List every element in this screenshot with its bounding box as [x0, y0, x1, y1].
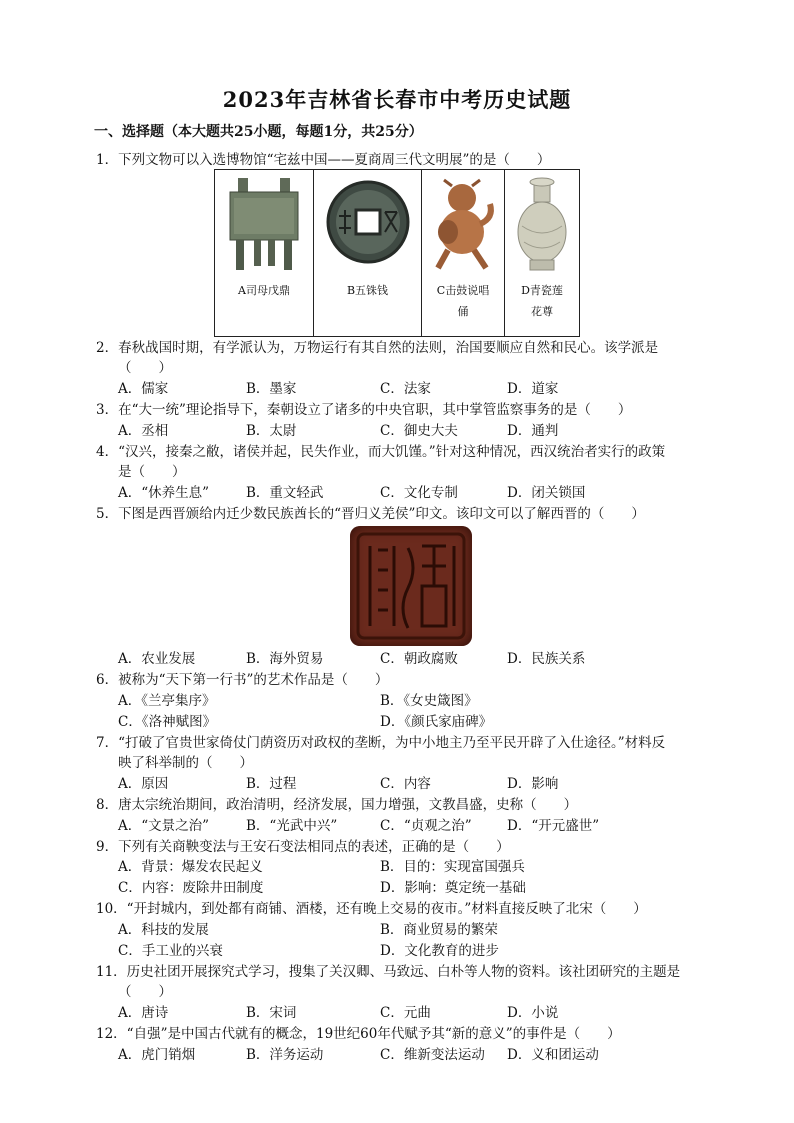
q2-option-a: A．儒家 [118, 381, 169, 397]
q11-option-b: B．宋词 [246, 1005, 297, 1021]
q9-option-d: D．影响：奠定统一基础 [380, 880, 526, 896]
q7-option-b: B．过程 [246, 776, 297, 792]
q12-option-a: A．虎门销烟 [118, 1047, 196, 1063]
seal-imprint-icon [350, 526, 472, 646]
caption-b: B五铢钱 [346, 284, 389, 297]
relic-cell-a [215, 170, 314, 337]
q5-option-c: C．朝政腐败 [380, 651, 458, 667]
question-5-stem: 5．下图是西晋颁给内迁少数民族酋长的“晋归义羌侯”印文。该印文可以了解西晋的（ ） [96, 506, 645, 522]
q4-option-d: D．闭关锁国 [507, 485, 586, 501]
q6-option-c: C．《洛神赋图》 [118, 714, 217, 730]
q10-option-b: B．商业贸易的繁荣 [380, 922, 498, 938]
question-12-stem: 12．“自强”是中国古代就有的概念，19世纪60年代赋予其“新的意义”的事件是（ ） [96, 1026, 621, 1042]
q2-option-c: C．法家 [380, 381, 431, 397]
seal-image [350, 526, 472, 646]
relic-cell-c [422, 170, 505, 337]
q12-option-b: B．洋务运动 [246, 1047, 324, 1063]
relics-table [214, 169, 580, 337]
q5-option-d: D．民族关系 [507, 651, 586, 667]
q8-option-b: B．“光武中兴” [246, 818, 338, 834]
question-11-cont: （ ） [118, 984, 172, 1000]
q10-option-d: D．文化教育的进步 [380, 943, 499, 959]
q3-option-d: D．通判 [507, 423, 559, 439]
q8-option-c: C．“贞观之治” [380, 818, 472, 834]
q11-option-c: C．元曲 [380, 1005, 431, 1021]
q9-option-a: A．背景：爆发农民起义 [118, 859, 263, 875]
q8-option-d: D．“开元盛世” [507, 818, 600, 834]
q12-option-d: D．义和团运动 [507, 1047, 599, 1063]
q7-option-a: A．原因 [118, 776, 169, 792]
q3-option-a: A．丞相 [118, 423, 169, 439]
q9-option-c: C．内容：废除井田制度 [118, 880, 264, 896]
question-1-stem: 1．下列文物可以入选博物馆“宅兹中国——夏商周三代文明展”的是（ ） [96, 152, 551, 168]
drummer-figurine-icon [428, 176, 498, 274]
question-9-stem: 9．下列有关商鞅变法与王安石变法相同点的表述，正确的是（ ） [96, 839, 510, 855]
relic-cell-b [314, 170, 422, 337]
section-heading: 一、选择题（本大题共25小题，每题1分，共25分） [94, 124, 423, 140]
question-7-cont: 映了科举制的（ ） [118, 755, 253, 771]
wuzhu-coin-icon [323, 176, 413, 274]
q5-option-a: A．农业发展 [118, 651, 196, 667]
q2-option-d: D．道家 [507, 381, 559, 397]
q6-option-d: D．《颜氏家庙碑》 [380, 714, 493, 730]
question-3-stem: 3．在“大一统”理论指导下，秦朝设立了诸多的中央官职，其中掌管监察事务的是（ ） [96, 402, 632, 418]
q5-option-b: B．海外贸易 [246, 651, 324, 667]
caption-a: A司母戊鼎 [238, 284, 290, 297]
question-6-stem: 6．被称为“天下第一行书”的艺术作品是（ ） [96, 672, 389, 688]
celadon-vase-icon [512, 176, 572, 274]
page-title: 2023年吉林省长春市中考历史试题 [222, 87, 572, 112]
question-11-stem: 11．历史社团开展探究式学习，搜集了关汉卿、马致远、白朴等人物的资料。该社团研究的主题是 [96, 964, 681, 980]
q6-option-a: A．《兰亭集序》 [118, 693, 216, 709]
q7-option-c: C．内容 [380, 776, 431, 792]
q4-option-c: C．文化专制 [380, 485, 458, 501]
q10-option-c: C．手工业的兴衰 [118, 943, 223, 959]
question-4-cont: 是（ ） [118, 464, 186, 480]
q8-option-a: A．“文景之治” [118, 818, 210, 834]
question-7-stem: 7．“打破了官贵世家倚仗门荫资历对政权的垄断，为中小地主乃至平民开辟了入仕途径。”材料反 [96, 735, 666, 751]
q2-option-b: B．墨家 [246, 381, 297, 397]
q11-option-d: D．小说 [507, 1005, 559, 1021]
q7-option-d: D．影响 [507, 776, 559, 792]
q4-option-b: B．重文轻武 [246, 485, 324, 501]
question-4-stem: 4．“汉兴，接秦之敝，诸侯并起，民失作业，而大饥馑。”针对这种情况，西汉统治者实行的政策 [96, 444, 666, 460]
question-2-cont: （ ） [118, 360, 172, 376]
caption-d-2: 花尊 [531, 305, 553, 318]
caption-c-2: 俑 [457, 305, 469, 318]
q4-option-a: A．“休养生息” [118, 485, 210, 501]
question-8-stem: 8．唐太宗统治期间，政治清明，经济发展，国力增强，文教昌盛，史称（ ） [96, 797, 578, 813]
question-2-stem: 2．春秋战国时期，有学派认为，万物运行有其自然的法则，治国要顺应自然和民心。该学派是 [96, 340, 659, 356]
q10-option-a: A．科技的发展 [118, 922, 209, 938]
q11-option-a: A．唐诗 [118, 1005, 169, 1021]
bronze-ding-icon [224, 176, 304, 274]
caption-d-1: D青瓷莲 [521, 284, 563, 297]
question-10-stem: 10．“开封城内，到处都有商铺、酒楼，还有晚上交易的夜市。”材料直接反映了北宋（ ） [96, 901, 647, 917]
relic-cell-d [505, 170, 580, 337]
q9-option-b: B．目的：实现富国强兵 [380, 859, 525, 875]
q6-option-b: B．《女史箴图》 [380, 693, 478, 709]
caption-c-1: C击鼓说唱 [436, 284, 490, 297]
q3-option-c: C．御史大夫 [380, 423, 458, 439]
q12-option-c: C．维新变法运动 [380, 1047, 485, 1063]
q3-option-b: B．太尉 [246, 423, 297, 439]
